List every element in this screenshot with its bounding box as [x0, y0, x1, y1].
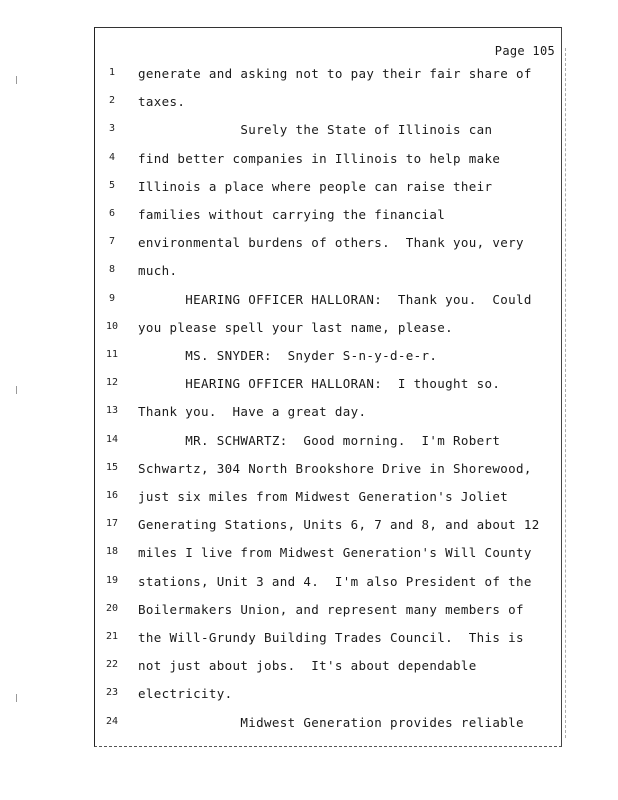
line-number: 10 — [105, 320, 119, 332]
line-text: environmental burdens of others. Thank you, very — [138, 235, 524, 251]
line-number: 17 — [105, 518, 119, 530]
transcript-line — [95, 517, 563, 537]
line-number: 2 — [108, 95, 116, 107]
line-text: HEARING OFFICER HALLORAN: I thought so. — [138, 376, 501, 392]
line-text: find better companies in Illinois to help make — [138, 150, 501, 166]
transcript-line — [95, 151, 563, 171]
line-text: HEARING OFFICER HALLORAN: Thank you. Could — [138, 291, 532, 307]
transcript-line — [95, 433, 563, 453]
line-text: miles I live from Midwest Generation's Will County — [138, 545, 532, 561]
line-text: electricity. — [138, 686, 233, 702]
line-number: 5 — [108, 179, 116, 191]
line-number: 11 — [105, 349, 119, 360]
transcript-line — [95, 715, 563, 735]
line-number: 19 — [105, 574, 119, 586]
margin-mark — [16, 694, 20, 702]
transcript-line — [95, 404, 563, 424]
line-text: you please spell your last name, please. — [138, 319, 454, 335]
line-text: Generating Stations, Units 6, 7 and 8, and about 12 — [138, 517, 540, 533]
line-text: not just about jobs. It's about dependable — [138, 658, 477, 674]
line-text: MS. SNYDER: Snyder S-n-y-d-e-r. — [138, 348, 438, 363]
line-text: Schwartz, 304 North Brookshore Drive in Shorewood, — [138, 460, 532, 476]
line-number: 6 — [108, 208, 116, 219]
line-text: taxes. — [138, 94, 186, 110]
margin-mark — [16, 76, 20, 84]
page-number: Page 105 — [494, 44, 555, 58]
transcript-line — [95, 94, 563, 114]
line-text: just six miles from Midwest Generation's Joliet — [138, 489, 509, 504]
line-number: 24 — [105, 715, 119, 727]
line-number: 3 — [108, 123, 116, 135]
line-number: 1 — [108, 67, 116, 78]
line-text: Thank you. Have a great day. — [138, 404, 367, 420]
line-text: the Will-Grundy Building Trades Council. This is — [138, 630, 524, 645]
line-number: 12 — [105, 377, 119, 389]
transcript-line — [95, 122, 563, 142]
line-number: 15 — [105, 461, 119, 473]
line-text: Boilermakers Union, and represent many members of — [138, 601, 524, 617]
transcript-line — [95, 66, 563, 86]
transcript-line — [95, 489, 563, 509]
line-text: generate and asking not to pay their fair share of — [138, 66, 532, 81]
transcript-line — [95, 658, 563, 678]
transcript-line — [95, 630, 563, 650]
transcript-line — [95, 207, 563, 227]
line-number: 8 — [108, 264, 116, 276]
margin-mark — [16, 386, 20, 394]
line-number: 9 — [108, 292, 116, 304]
line-text: much. — [138, 263, 178, 279]
transcript-line — [95, 179, 563, 199]
transcript-line — [95, 376, 563, 396]
line-number: 7 — [108, 236, 116, 248]
transcript-line — [95, 545, 563, 565]
transcript-page — [94, 27, 562, 747]
line-number: 23 — [105, 687, 119, 699]
transcript-line — [95, 235, 563, 255]
line-text: MR. SCHWARTZ: Good morning. I'm Robert — [138, 432, 501, 448]
line-text: Midwest Generation provides reliable — [138, 714, 524, 730]
line-text: Illinois a place where people can raise their — [138, 178, 493, 194]
line-text: families without carrying the financial — [138, 207, 446, 222]
line-number: 14 — [105, 433, 119, 445]
transcript-line — [95, 574, 563, 594]
line-text: Surely the State of Illinois can — [138, 122, 493, 138]
transcript-line — [95, 292, 563, 312]
line-number: 22 — [105, 659, 119, 671]
line-number: 13 — [105, 405, 119, 417]
transcript-line — [95, 263, 563, 283]
transcript-line — [95, 348, 563, 368]
transcript-line — [95, 686, 563, 706]
transcript-line — [95, 320, 563, 340]
line-text: stations, Unit 3 and 4. I'm also President of the — [138, 573, 532, 589]
line-number: 18 — [105, 546, 119, 558]
line-number: 20 — [105, 602, 119, 614]
line-number: 21 — [105, 631, 119, 642]
transcript-line — [95, 602, 563, 622]
line-number: 4 — [108, 151, 116, 163]
transcript-line — [95, 461, 563, 481]
line-number: 16 — [105, 490, 119, 501]
